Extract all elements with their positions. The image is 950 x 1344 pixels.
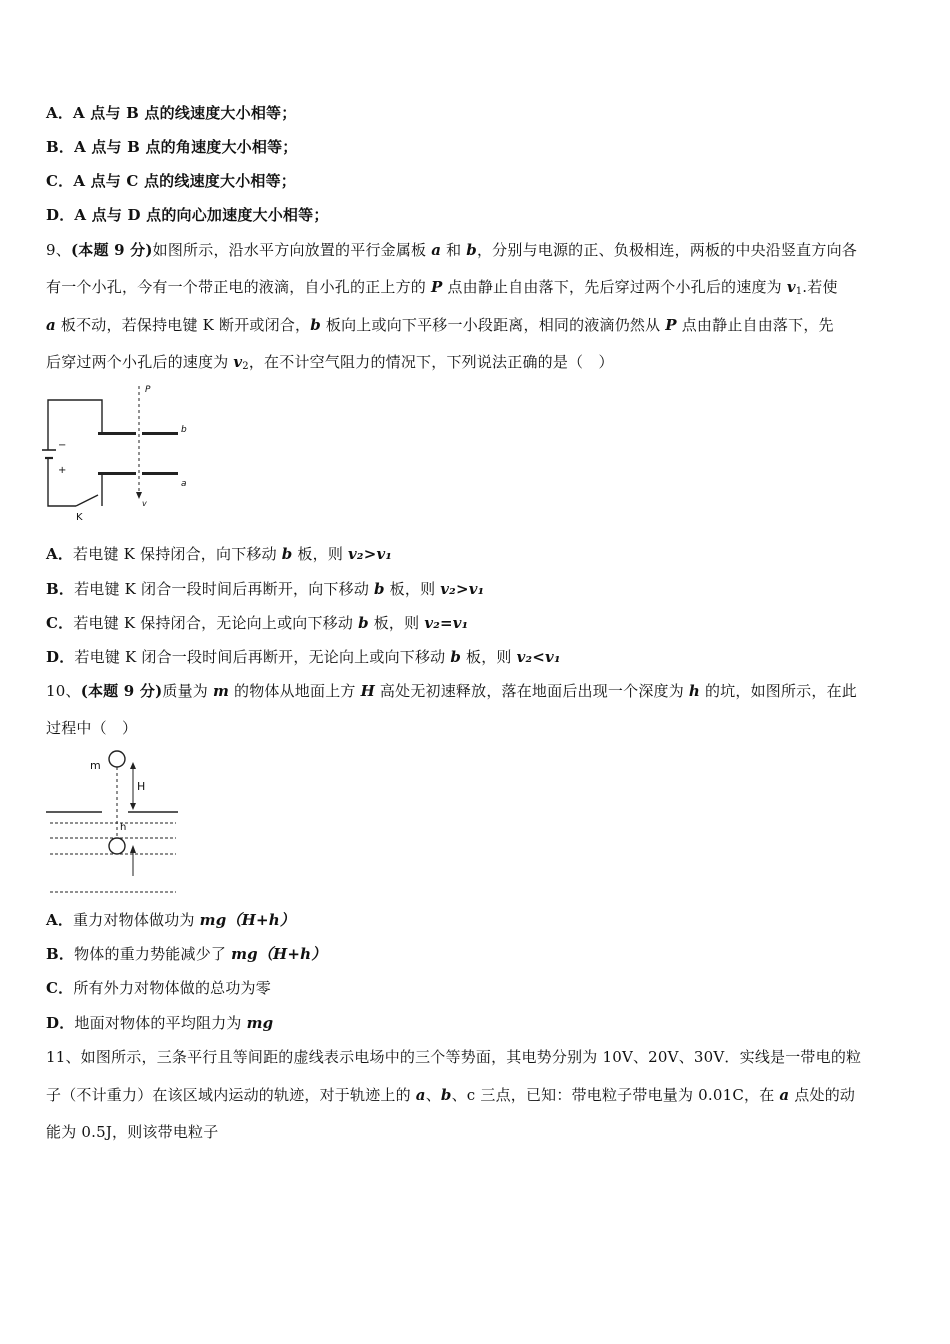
option-letter: C． — [46, 979, 74, 997]
label-b: b — [181, 425, 187, 435]
relation: v₂>v₁ — [348, 545, 393, 563]
var-m: m — [212, 682, 230, 700]
stem-text: 11、如图所示，三条平行且等间距的虚线表示电场中的三个等势面，其电势分别为 10V、20V、30V．实线是一带电的粒 — [46, 1048, 862, 1066]
option-letter: C． — [46, 172, 74, 190]
label-m: m — [90, 759, 101, 772]
expression: mg（H+h） — [199, 911, 296, 929]
var-h-upper: H — [360, 682, 375, 700]
option-text: 地面对物体的平均阻力为 — [74, 1014, 247, 1032]
var-a: a — [779, 1086, 790, 1104]
q9-stem-line-4 — [46, 352, 614, 377]
var-a: a — [46, 316, 56, 334]
option-text: 物体的重力势能减少了 — [74, 945, 232, 963]
var-a: a — [431, 241, 442, 259]
q8-option-c — [46, 171, 296, 191]
stem-text: 高处无初速释放，落在地面后出现一个深度为 — [374, 682, 689, 700]
plate-b-right — [142, 432, 178, 435]
option-text: 所有外力对物体做的总功为零 — [73, 979, 271, 997]
var-a: a — [415, 1086, 426, 1104]
relation: v₂>v₁ — [440, 580, 485, 598]
var-p: P — [665, 316, 677, 334]
stem-text: 点由静止自由落下，先 — [676, 316, 834, 334]
label-a: a — [181, 479, 187, 489]
option-text: A 点与 B 点的角速度大小相等； — [74, 138, 298, 156]
option-letter: D． — [46, 648, 75, 666]
stem-text: .若使 — [802, 278, 838, 296]
option-letter: D． — [46, 1014, 75, 1032]
option-text: 若电键 K 闭合一段时间后再断开，无论向上或向下移动 — [74, 648, 451, 666]
option-text: A 点与 C 点的线速度大小相等； — [73, 172, 296, 190]
q9-option-a — [46, 544, 392, 564]
q10-option-b — [46, 944, 327, 964]
label-h-lower: h — [120, 822, 127, 833]
q8-option-d — [46, 205, 329, 225]
q10-option-c — [46, 978, 271, 998]
option-text: 板，则 — [292, 545, 349, 563]
stem-text: 的坑，如图所示，在此 — [700, 682, 857, 700]
q9-stem-line-2 — [46, 277, 838, 302]
stem-text: ，分别与电源的正、负极相连，两板的中央沿竖直方向各 — [476, 241, 857, 259]
option-text: 重力对物体做功为 — [73, 911, 200, 929]
expression: mg — [246, 1014, 274, 1032]
stem-text: 和 — [441, 241, 467, 259]
var-b: b — [466, 241, 477, 259]
subscript: 1 — [795, 286, 803, 297]
question-number: 10、 — [46, 682, 81, 700]
label-h-upper: H — [137, 780, 146, 793]
var-v: v — [786, 278, 796, 296]
var-b: b — [440, 1086, 452, 1104]
plate-a-right — [142, 472, 178, 475]
arrow-up-icon — [130, 845, 136, 853]
option-letter: A． — [46, 545, 74, 563]
arrow-down-icon — [130, 803, 136, 810]
stem-text: 板不动，若保持电键 K 断开或闭合， — [55, 316, 311, 334]
plate-a-left — [98, 472, 136, 475]
option-text: A 点与 B 点的线速度大小相等； — [73, 104, 297, 122]
option-letter: B． — [46, 945, 75, 963]
q11-stem-line-1 — [46, 1047, 861, 1067]
q10-option-d — [46, 1013, 273, 1033]
q9-stem-line-3 — [46, 315, 834, 335]
mass-bottom-circle — [109, 838, 125, 854]
label-minus: − — [58, 440, 67, 451]
stem-text: 点处的动 — [789, 1086, 856, 1104]
var-b: b — [281, 545, 293, 563]
option-letter: A． — [46, 911, 74, 929]
stem-text: 板向上或向下平移一小段距离，相同的液滴仍然从 — [320, 316, 666, 334]
stem-text: 质量为 — [162, 682, 213, 700]
var-b: b — [450, 648, 462, 666]
q11-stem-line-2 — [46, 1085, 855, 1105]
q9-stem-line-1 — [46, 240, 857, 260]
var-v: v — [233, 353, 243, 371]
label-plus: + — [58, 465, 67, 476]
arrow-down-icon — [136, 492, 142, 499]
option-text: A 点与 D 点的向心加速度大小相等； — [74, 206, 329, 224]
q8-option-a — [46, 103, 296, 123]
option-letter: C． — [46, 614, 74, 632]
question-tag: (本题 9 分) — [70, 241, 153, 259]
mass-top-circle — [109, 751, 125, 767]
relation: v₂=v₁ — [424, 614, 469, 632]
label-v: v — [142, 499, 147, 508]
stem-text: 、c 三点，已知：带电粒子带电量为 0.01C，在 — [451, 1086, 780, 1104]
var-b: b — [310, 316, 321, 334]
option-text: 板，则 — [384, 580, 441, 598]
q9-option-d — [46, 647, 561, 667]
plate-b-left — [98, 432, 136, 435]
q8-option-b — [46, 137, 297, 157]
stem-text: 后穿过两个小孔后的速度为 — [46, 353, 234, 371]
stem-text: 过程中（ ） — [46, 719, 138, 737]
switch-k — [76, 495, 98, 506]
stem-text: 有一个小孔，今有一个带正电的液滴，自小孔的正上方的 — [46, 278, 431, 296]
option-letter: D． — [46, 206, 75, 224]
option-letter: A． — [46, 104, 74, 122]
var-h-lower: h — [688, 682, 701, 700]
question-tag: (本题 9 分) — [80, 682, 163, 700]
stem-text: 的物体从地面上方 — [229, 682, 361, 700]
q10-option-a — [46, 910, 295, 930]
option-text: 板，则 — [368, 614, 425, 632]
option-text: 若电键 K 闭合一段时间后再断开，向下移动 — [74, 580, 375, 598]
question-number: 9、 — [46, 241, 71, 259]
falling-mass-figure — [44, 744, 184, 899]
stem-text: 能为 0.5J，则该带电粒子 — [46, 1123, 219, 1141]
label-p: P — [145, 385, 151, 395]
stem-text: 如图所示，沿水平方向放置的平行金属板 — [152, 241, 432, 259]
relation: v₂<v₁ — [516, 648, 561, 666]
q9-option-c — [46, 613, 468, 633]
option-text: 若电键 K 保持闭合，无论向上或向下移动 — [73, 614, 359, 632]
stem-text: 子（不计重力）在该区域内运动的轨迹，对于轨迹上的 — [46, 1086, 416, 1104]
option-letter: B． — [46, 580, 75, 598]
var-b: b — [374, 580, 385, 598]
var-b: b — [358, 614, 369, 632]
stem-text: 点由静止自由落下，先后穿过两个小孔后的速度为 — [442, 278, 787, 296]
q9-option-b — [46, 579, 484, 599]
q10-stem-line-2 — [46, 718, 137, 738]
option-letter: B． — [46, 138, 75, 156]
q10-stem-line-1 — [46, 681, 857, 701]
expression: mg（H+h） — [231, 945, 327, 963]
capacitor-circuit-figure — [40, 380, 200, 525]
option-text: 若电键 K 保持闭合，向下移动 — [73, 545, 282, 563]
stem-text: ，在不计空气阻力的情况下，下列说法正确的是（ ） — [248, 353, 614, 371]
arrow-up-icon — [130, 762, 136, 769]
var-p: P — [430, 278, 443, 296]
label-k: K — [76, 512, 83, 523]
stem-text: 、 — [425, 1086, 441, 1104]
subscript: 2 — [242, 361, 249, 372]
wire-top — [48, 400, 102, 450]
option-text: 板，则 — [461, 648, 517, 666]
q11-stem-line-3 — [46, 1122, 218, 1142]
